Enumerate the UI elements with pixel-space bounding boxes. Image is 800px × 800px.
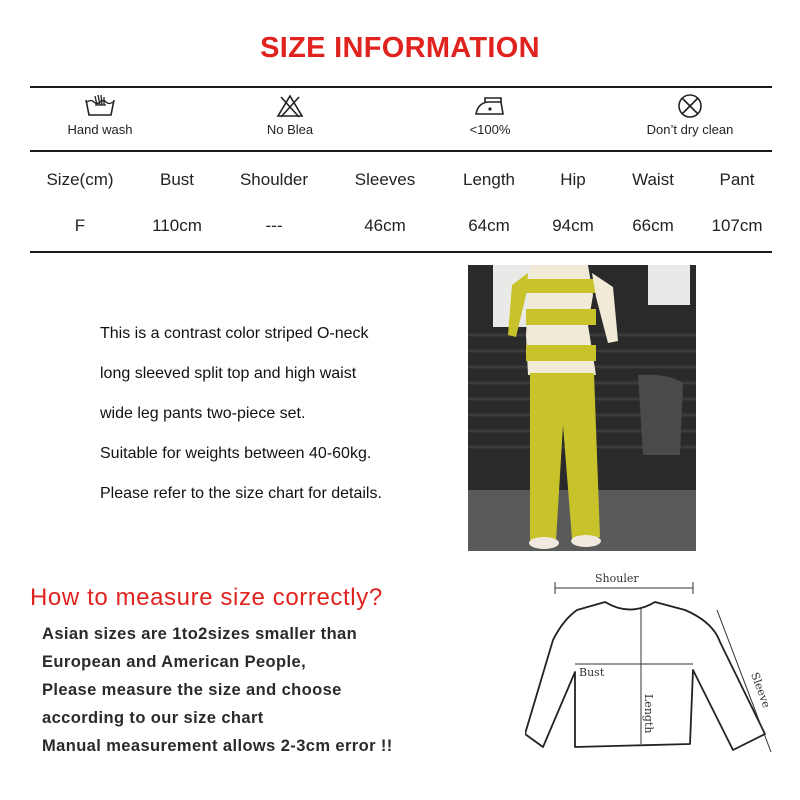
- note-line: according to our size chart: [42, 709, 264, 727]
- description-line: Please refer to the size chart for details.: [100, 485, 382, 502]
- product-description: [100, 322, 460, 522]
- care-label: No Blea: [266, 122, 314, 137]
- care-item-iron: [420, 93, 560, 137]
- care-label: Don’t dry clean: [646, 122, 734, 137]
- product-photo: [468, 265, 696, 551]
- header-size: Size(cm): [46, 170, 114, 189]
- note-line: European and American People,: [42, 653, 307, 671]
- iron-icon: [472, 93, 508, 119]
- care-item-hand-wash: [30, 93, 170, 137]
- header-sleeves: Sleeves: [354, 170, 416, 189]
- divider-bottom: [30, 251, 772, 253]
- measure-notes: [42, 622, 512, 762]
- description-line: This is a contrast color striped O-neck: [100, 325, 369, 342]
- cell-hip: 94cm: [552, 216, 594, 235]
- cell-bust: 110cm: [152, 216, 202, 235]
- header-hip: Hip: [560, 170, 586, 189]
- table-row: [30, 216, 772, 262]
- cell-size: F: [74, 216, 86, 235]
- size-table: [30, 170, 772, 262]
- hand-wash-icon: [83, 93, 117, 119]
- header-bust: Bust: [159, 170, 195, 189]
- header-waist: Waist: [632, 170, 674, 189]
- care-item-no-dry-clean: [620, 93, 760, 137]
- shoulder-label: Shouler: [595, 572, 639, 585]
- no-dry-clean-icon: [675, 93, 705, 119]
- care-label: <100%: [469, 122, 511, 137]
- header-length: Length: [463, 170, 515, 189]
- care-label: Hand wash: [67, 122, 133, 137]
- no-bleach-icon: [275, 93, 305, 119]
- cell-sleeves: 46cm: [364, 216, 406, 235]
- care-instructions: [30, 93, 772, 151]
- cell-length: 64cm: [468, 216, 510, 235]
- cell-pant: 107cm: [711, 216, 763, 235]
- measurement-diagram: [525, 562, 785, 792]
- note-line: Manual measurement allows 2-3cm error !!: [42, 737, 393, 755]
- description-line: Suitable for weights between 40-60kg.: [100, 445, 372, 462]
- cell-shoulder: ---: [265, 216, 283, 235]
- header-shoulder: Shoulder: [239, 170, 309, 189]
- page-title: SIZE INFORMATION: [260, 32, 540, 64]
- sleeve-label: Sleeve: [748, 670, 773, 710]
- header-pant: Pant: [719, 170, 755, 189]
- care-item-no-bleach: [220, 93, 360, 137]
- divider-top: [30, 86, 772, 88]
- cell-waist: 66cm: [632, 216, 674, 235]
- description-line: long sleeved split top and high waist: [100, 365, 357, 382]
- size-table-header: [30, 170, 772, 216]
- divider-middle: [30, 150, 772, 152]
- note-line: Please measure the size and choose: [42, 681, 342, 699]
- note-line: Asian sizes are 1to2sizes smaller than: [42, 625, 358, 643]
- length-label: Length: [642, 694, 655, 734]
- description-line: wide leg pants two-piece set.: [100, 405, 306, 422]
- bust-label: Bust: [579, 666, 605, 679]
- measure-title: How to measure size correctly?: [30, 584, 383, 611]
